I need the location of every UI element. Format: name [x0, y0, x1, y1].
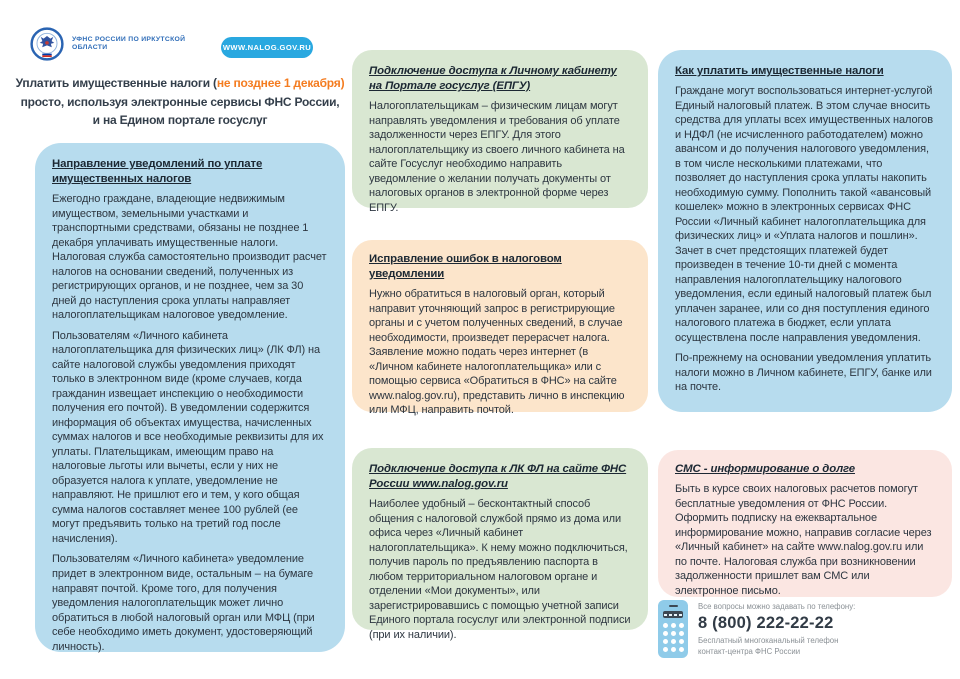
- nalog-site-badge[interactable]: WWW.NALOG.GOV.RU: [221, 37, 313, 58]
- card-sms-informing: [658, 450, 952, 597]
- card-sms-informing-body: Быть в курсе своих налоговых расчетов помогут бесплатные уведомления от ФНС России. Оформить подписку на ежеквартальное информирование можно, направив согласие через «Личный кабинет» на сайте www.nalog.gov.ru или по почте. Налоговая служба при возникновении задолженности пришлет вам СМС или электронное письмо.: [675, 483, 932, 597]
- phone-keypad-icon: [658, 600, 688, 658]
- card-notifications: [35, 143, 345, 652]
- card-how-to-pay-paragraph: Граждане могут воспользоваться интернет-услугой Единый налоговый платеж. В этом случае вносить средства для уплаты всех имущественных налогов и НДФЛ (не исчисленного работодателем) можно авансом и до получения налогового уведомления, в том числе несколькими платежами, что позволяет до наступления срока уплаты накопить необходимую сумму. Пополнить такой «авансовый кошелек» можно в электронных сервисах ФНС России «Личный кабинет налогоплательщика для физических лиц» и «Уплата налогов и пошлин». Зачет в счет предстоящих платежей будет произведен в течение 10-ти дней с момента направления налогоплательщику налогового уведомления, если единый налоговый платеж был уплачен заранее, или со дня поступления единого налогового платежа в бюджет, если уплата осуществлена после направления уведомления.: [675, 85, 933, 344]
- card-how-to-pay-paragraph: По-прежнему на основании уведомления уплатить налоги можно в Личном кабинете, ЕПГУ, банке или на почте.: [675, 352, 932, 394]
- fns-emblem-icon: [30, 27, 64, 61]
- card-epgu-access: [352, 50, 648, 214]
- card-error-correction-body: Нужно обратиться в налоговый орган, который направит уточняющий запрос в регистрирующие органы и с учетом полученных сведений, в случае необходимости, произведет перерасчет налога. Заявление можно подать через интернет (в «Личном кабинете налогоплательщика» или с помощью сервиса «Обратиться в ФНС» на сайте www.nalog.gov.ru), представить лично в инспекцию или МФЦ, направить почтой.: [369, 288, 625, 417]
- agency-logo: [30, 27, 222, 61]
- phone-note: Бесплатный многоканальный телефон контакт-центра ФНС России: [698, 636, 839, 656]
- agency-name: УФНС РОССИИ ПО ИРКУТСКОЙ ОБЛАСТИ: [72, 35, 186, 51]
- card-notifications-paragraph: Ежегодно граждане, владеющие недвижимым имуществом, земельными участками и транспортными средствами, обязаны не позднее 1 декабря уплачивать имущественные налоги. Налоговая служба самостоятельно производит расчет налогов на основании сведений, полученных из регистрирующих органов, и не позднее, чем за 30 дней до наступления срока уплаты направляет налогоплательщикам налоговое уведомление.: [52, 193, 327, 322]
- phone-prompt: Все вопросы можно задавать по телефону:: [698, 602, 856, 611]
- page-title-line1-pre: Уплатить имущественные налоги (: [15, 76, 217, 90]
- card-lkfl-access-title: Подключение доступа к ЛК ФЛ на сайте ФНС России www.nalog.gov.ru: [369, 463, 627, 491]
- card-how-to-pay-title: Как уплатить имущественные налоги: [675, 65, 884, 77]
- card-notifications-paragraph: Пользователям «Личного кабинета» уведомление придет в электронном виде, остальным – на бумаге направят почтой. Кроме того, для получения уведомления налогоплательщик может лично обратиться в любой налоговый орган или МФЦ (при себе необходимо иметь документ, удостоверяющий личность).: [52, 553, 315, 653]
- card-lkfl-access: [352, 448, 648, 641]
- card-lkfl-access-body: Наиболее удобный – бесконтактный способ общения с налоговой службой прямо из дома или офиса через «Личный кабинет налогоплательщика». К нему можно подключиться, получив пароль по предъявлению паспорта в любом территориальном налоговом органе и отделении «Мои документы», или зарегистрировавшись с помощью учетной записи Единого портала госуслуг или электронной подписи (при их наличии).: [369, 498, 631, 641]
- page-title-line2: просто, используя электронные сервисы ФНС России,: [20, 94, 340, 109]
- contact-phone-section: [658, 600, 855, 658]
- card-error-correction: [352, 240, 648, 417]
- card-sms-informing-title: СМС - информирование о долге: [675, 463, 855, 475]
- page-title: [10, 74, 350, 130]
- card-notifications-paragraph: Пользователям «Личного кабинета налогоплательщика для физических лиц» (ЛК ФЛ) на сайте налоговой службы уведомления приходят только в электронном виде (кроме случаев, когда гражданин извещает инспекцию о необходимости получения его почтой). В уведомлении содержится информация об объектах имущества, начисленных суммах налогов и все необходимые реквизиты для их уплаты. Плательщикам, имеющим право на налоговые льготы или вычеты, если у них не образуется налога к уплате, уведомление не направляют. Не пришлют его и тем, у кого общая сумма налогов составляет менее 100 рублей (ее могут предъявить только на третий год после начисления).: [52, 329, 324, 545]
- card-error-correction-title: Исправление ошибок в налоговом уведомлении: [369, 253, 562, 281]
- page-title-line3: и на Едином портале госуслуг: [92, 113, 268, 128]
- phone-number: 8 (800) 222-22-22: [698, 614, 834, 632]
- card-epgu-access-title: Подключение доступа к Личному кабинету на Портале госуслуг (ЕПГУ): [369, 65, 617, 93]
- card-notifications-title: Направление уведомлений по уплате имущественных налогов: [52, 158, 263, 186]
- card-epgu-access-body: Налогоплательщикам – физическим лицам могут направлять уведомления и требования об уплате задолженности через ЕПГУ. Для этого налогоплательщику из своего личного кабинета на сайте Госуслуг необходимо направить уведомление о желании получать документы от налоговых органов в электронной форме через ЕПГУ.: [369, 100, 625, 214]
- card-how-to-pay: [658, 50, 952, 412]
- page-title-deadline: не позднее 1 декабря): [216, 76, 345, 90]
